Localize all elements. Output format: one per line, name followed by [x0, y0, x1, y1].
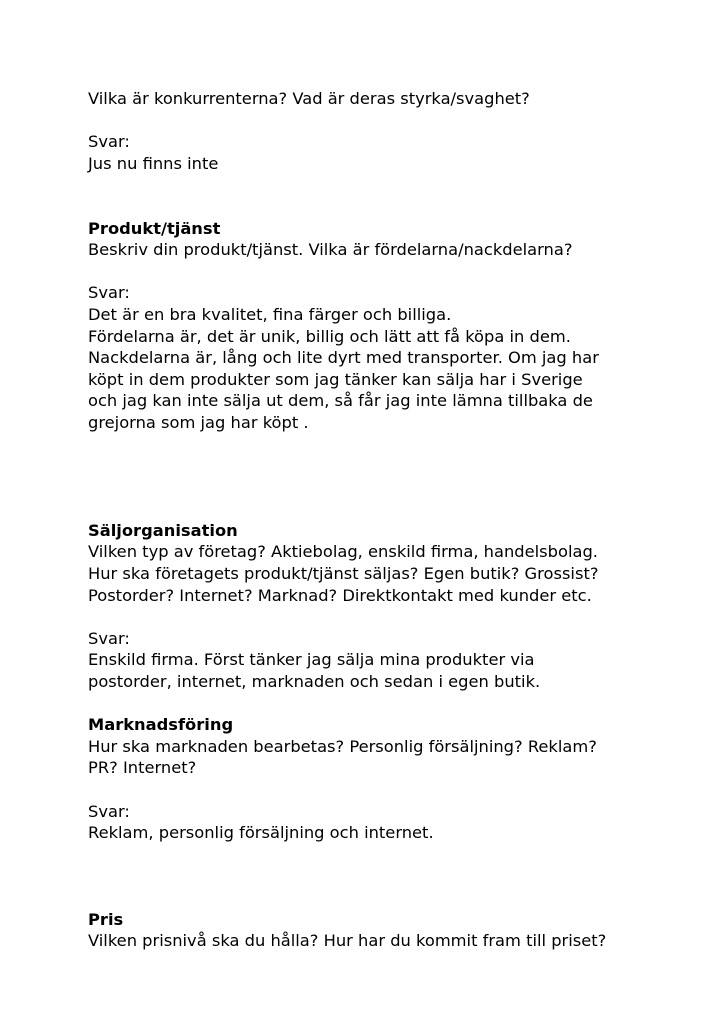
spacer — [88, 779, 688, 801]
section-price — [88, 909, 688, 952]
competitors-question: Vilka är konkurrenterna? Vad är deras styrka/svaghet? — [88, 89, 530, 108]
spacer — [88, 844, 688, 866]
sales-org-question-line: Vilken typ av företag? Aktiebolag, enskild firma, handelsbolag. — [88, 542, 598, 562]
marketing-question-line: PR? Internet? — [88, 758, 197, 778]
marketing-question-line: Hur ska marknaden bearbetas? Personlig försäljning? Reklam? — [88, 736, 597, 756]
product-answer-line: grejorna som jag har köpt . — [88, 412, 309, 432]
spacer — [88, 693, 688, 715]
product-answer-line: Det är en bra kvalitet, fina färger och billiga. — [88, 304, 452, 324]
competitors-answer-line: Jus nu finns inte — [88, 153, 219, 173]
product-question: Beskriv din produkt/tjänst. Vilka är fördelarna/nackdelarna? — [88, 240, 573, 260]
price-question: Vilken prisnivå ska du hålla? Hur har du kommit fram till priset? — [88, 931, 607, 951]
product-answer-line: köpt in dem produkter som jag tänker kan sälja har i Sverige — [88, 369, 583, 389]
spacer — [88, 434, 688, 456]
marketing-answer-line: Reklam, personlig försäljning och internet. — [88, 823, 434, 843]
spacer — [88, 477, 688, 499]
sales-org-heading: Säljorganisation — [88, 520, 238, 540]
spacer — [88, 196, 688, 218]
marketing-heading: Marknadsföring — [88, 715, 234, 735]
section-sales-organisation — [88, 520, 688, 693]
spacer — [88, 865, 688, 887]
sales-org-question-line: Hur ska företagets produkt/tjänst säljas? Egen butik? Grossist? — [88, 564, 599, 584]
spacer — [88, 606, 688, 628]
product-answer-label: Svar: — [88, 283, 130, 303]
document-page — [88, 88, 688, 952]
product-answer-line: och jag kan inte sälja ut dem, så får jag inte lämna tillbaka de — [88, 391, 593, 411]
spacer — [88, 887, 688, 909]
spacer — [88, 110, 688, 132]
spacer — [88, 174, 688, 196]
sales-org-answer-line: Enskild firma. Först tänker jag sälja mina produkter via — [88, 650, 535, 670]
spacer — [88, 261, 688, 283]
sales-org-answer-line: postorder, internet, marknaden och sedan i egen butik. — [88, 672, 541, 692]
spacer — [88, 498, 688, 520]
price-heading: Pris — [88, 909, 124, 929]
sales-org-question-line: Postorder? Internet? Marknad? Direktkontakt med kunder etc. — [88, 585, 592, 605]
section-marketing — [88, 714, 688, 844]
section-product — [88, 218, 688, 434]
product-heading: Produkt/tjänst — [88, 218, 221, 238]
product-answer-line: Nackdelarna är, lång och lite dyrt med transporter. Om jag har — [88, 348, 599, 368]
spacer — [88, 455, 688, 477]
sales-org-answer-label: Svar: — [88, 628, 130, 648]
competitors-answer-label: Svar: — [88, 132, 130, 152]
marketing-answer-label: Svar: — [88, 801, 130, 821]
product-answer-line: Fördelarna är, det är unik, billig och lätt att få köpa in dem. — [88, 326, 571, 346]
section-competitors — [88, 88, 688, 174]
